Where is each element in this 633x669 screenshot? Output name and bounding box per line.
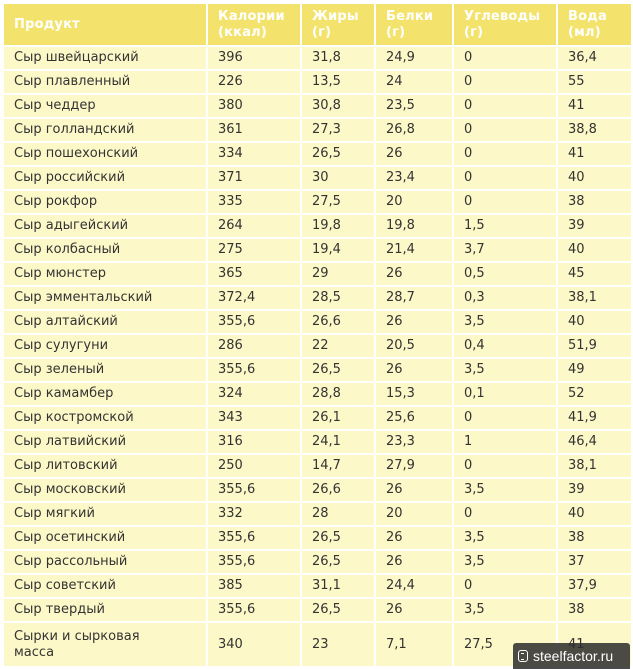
fat-cell: 28,5 [302, 287, 374, 309]
protein-cell: 26 [376, 479, 452, 501]
protein-cell: 26 [376, 143, 452, 165]
table-row [4, 263, 631, 285]
fat-cell: 30,8 [302, 95, 374, 117]
calories-cell: 316 [208, 431, 300, 453]
product-cell: Сыр мягкий [4, 503, 206, 525]
water-cell: 38 [558, 191, 631, 213]
fat-cell: 30 [302, 167, 374, 189]
protein-cell: 24 [376, 71, 452, 93]
calories-cell: 340 [208, 623, 300, 666]
carbs-cell: 1 [454, 431, 556, 453]
water-cell: 40 [558, 503, 631, 525]
table-body [4, 47, 631, 666]
protein-cell: 26 [376, 359, 452, 381]
header-carbs: Углеводы (г) [454, 4, 556, 45]
table-row [4, 383, 631, 405]
carbs-cell: 3,5 [454, 311, 556, 333]
carbs-cell: 0 [454, 191, 556, 213]
watermark-text: steelfactor.ru [533, 648, 614, 664]
calories-cell: 372,4 [208, 287, 300, 309]
carbs-cell: 3,5 [454, 359, 556, 381]
carbs-cell: 3,5 [454, 599, 556, 621]
water-cell: 51,9 [558, 335, 631, 357]
header-water: Вода (мл) [558, 4, 631, 45]
protein-cell: 7,1 [376, 623, 452, 666]
carbs-cell: 0,1 [454, 383, 556, 405]
fat-cell: 28,8 [302, 383, 374, 405]
water-cell: 46,4 [558, 431, 631, 453]
protein-cell: 25,6 [376, 407, 452, 429]
water-cell: 41 [558, 95, 631, 117]
table-row [4, 479, 631, 501]
calories-cell: 371 [208, 167, 300, 189]
product-cell: Сыр твердый [4, 599, 206, 621]
calories-cell: 385 [208, 575, 300, 597]
fat-cell: 31,1 [302, 575, 374, 597]
water-cell: 45 [558, 263, 631, 285]
fat-cell: 31,8 [302, 47, 374, 69]
product-cell: Сыр швейцарский [4, 47, 206, 69]
nutrition-table [2, 2, 633, 668]
fat-cell: 13,5 [302, 71, 374, 93]
table-row [4, 311, 631, 333]
calories-cell: 275 [208, 239, 300, 261]
product-cell: Сырки и сырковая масса [4, 623, 206, 666]
calories-cell: 396 [208, 47, 300, 69]
table-row [4, 239, 631, 261]
carbs-cell: 0 [454, 503, 556, 525]
watermark [513, 643, 630, 669]
fat-cell: 26,5 [302, 599, 374, 621]
water-cell: 49 [558, 359, 631, 381]
product-cell: Сыр осетинский [4, 527, 206, 549]
fat-cell: 19,4 [302, 239, 374, 261]
protein-cell: 26,8 [376, 119, 452, 141]
fat-cell: 29 [302, 263, 374, 285]
water-cell: 38,8 [558, 119, 631, 141]
header-fat: Жиры (г) [302, 4, 374, 45]
water-cell: 40 [558, 311, 631, 333]
product-cell: Сыр зеленый [4, 359, 206, 381]
protein-cell: 28,7 [376, 287, 452, 309]
protein-cell: 20 [376, 191, 452, 213]
carbs-cell: 0 [454, 407, 556, 429]
protein-cell: 24,4 [376, 575, 452, 597]
product-cell: Сыр чеддер [4, 95, 206, 117]
water-cell: 37,9 [558, 575, 631, 597]
water-cell: 41 [558, 143, 631, 165]
table-row [4, 71, 631, 93]
product-cell: Сыр пошехонский [4, 143, 206, 165]
carbs-cell: 0 [454, 455, 556, 477]
product-cell: Сыр литовский [4, 455, 206, 477]
table-row [4, 191, 631, 213]
calories-cell: 335 [208, 191, 300, 213]
water-cell: 38 [558, 527, 631, 549]
calories-cell: 355,6 [208, 599, 300, 621]
header-protein: Белки (г) [376, 4, 452, 45]
header-calories: Калории (ккал) [208, 4, 300, 45]
fat-cell: 26,5 [302, 527, 374, 549]
product-cell: Сыр сулугуни [4, 335, 206, 357]
fat-cell: 14,7 [302, 455, 374, 477]
water-cell: 55 [558, 71, 631, 93]
protein-cell: 23,5 [376, 95, 452, 117]
calories-cell: 250 [208, 455, 300, 477]
fat-cell: 27,3 [302, 119, 374, 141]
calories-cell: 355,6 [208, 359, 300, 381]
table-row [4, 215, 631, 237]
water-cell: 41,9 [558, 407, 631, 429]
protein-cell: 23,3 [376, 431, 452, 453]
calories-cell: 324 [208, 383, 300, 405]
protein-cell: 20 [376, 503, 452, 525]
water-cell: 37 [558, 551, 631, 573]
protein-cell: 21,4 [376, 239, 452, 261]
table-header [4, 4, 631, 45]
fat-cell: 26,5 [302, 359, 374, 381]
table-row [4, 551, 631, 573]
water-cell: 39 [558, 215, 631, 237]
table-row [4, 527, 631, 549]
product-cell: Сыр камамбер [4, 383, 206, 405]
protein-cell: 27,9 [376, 455, 452, 477]
carbs-cell: 3,7 [454, 239, 556, 261]
product-cell: Сыр колбасный [4, 239, 206, 261]
product-cell: Сыр эмментальский [4, 287, 206, 309]
water-cell: 52 [558, 383, 631, 405]
product-cell: Сыр адыгейский [4, 215, 206, 237]
fat-cell: 23 [302, 623, 374, 666]
calories-cell: 286 [208, 335, 300, 357]
protein-cell: 26 [376, 599, 452, 621]
table-row [4, 287, 631, 309]
calories-cell: 343 [208, 407, 300, 429]
fat-cell: 26,6 [302, 311, 374, 333]
table-row [4, 119, 631, 141]
product-cell: Сыр советский [4, 575, 206, 597]
carbs-cell: 3,5 [454, 527, 556, 549]
carbs-cell: 0 [454, 71, 556, 93]
header-row [4, 4, 631, 45]
carbs-cell: 0,3 [454, 287, 556, 309]
table-row [4, 431, 631, 453]
carbs-cell: 0 [454, 575, 556, 597]
table-row [4, 143, 631, 165]
water-cell: 39 [558, 479, 631, 501]
water-cell: 40 [558, 167, 631, 189]
fat-cell: 27,5 [302, 191, 374, 213]
table-row [4, 575, 631, 597]
fat-cell: 28 [302, 503, 374, 525]
fat-cell: 26,5 [302, 143, 374, 165]
water-cell: 38 [558, 599, 631, 621]
protein-cell: 20,5 [376, 335, 452, 357]
table-row [4, 599, 631, 621]
header-product: Продукт [4, 4, 206, 45]
steelfactor-logo-icon [518, 650, 528, 662]
carbs-cell: 3,5 [454, 479, 556, 501]
table-row [4, 503, 631, 525]
product-cell: Сыр российский [4, 167, 206, 189]
protein-cell: 15,3 [376, 383, 452, 405]
product-cell: Сыр голландский [4, 119, 206, 141]
calories-cell: 355,6 [208, 551, 300, 573]
calories-cell: 355,6 [208, 311, 300, 333]
water-cell: 38,1 [558, 455, 631, 477]
calories-cell: 226 [208, 71, 300, 93]
fat-cell: 26,1 [302, 407, 374, 429]
protein-cell: 24,9 [376, 47, 452, 69]
calories-cell: 361 [208, 119, 300, 141]
carbs-cell: 3,5 [454, 551, 556, 573]
protein-cell: 26 [376, 263, 452, 285]
product-cell: Сыр рассольный [4, 551, 206, 573]
protein-cell: 26 [376, 311, 452, 333]
calories-cell: 355,6 [208, 527, 300, 549]
fat-cell: 19,8 [302, 215, 374, 237]
product-cell: Сыр костромской [4, 407, 206, 429]
carbs-cell: 27,5 [454, 623, 556, 666]
fat-cell: 26,5 [302, 551, 374, 573]
carbs-cell: 0 [454, 119, 556, 141]
product-cell: Сыр рокфор [4, 191, 206, 213]
calories-cell: 264 [208, 215, 300, 237]
table-row [4, 335, 631, 357]
calories-cell: 332 [208, 503, 300, 525]
protein-cell: 23,4 [376, 167, 452, 189]
protein-cell: 26 [376, 551, 452, 573]
fat-cell: 26,6 [302, 479, 374, 501]
protein-cell: 19,8 [376, 215, 452, 237]
calories-cell: 334 [208, 143, 300, 165]
carbs-cell: 0,5 [454, 263, 556, 285]
calories-cell: 355,6 [208, 479, 300, 501]
fat-cell: 22 [302, 335, 374, 357]
table-row [4, 359, 631, 381]
product-cell: Сыр алтайский [4, 311, 206, 333]
carbs-cell: 0,4 [454, 335, 556, 357]
table-row [4, 167, 631, 189]
water-cell: 38,1 [558, 287, 631, 309]
product-cell: Сыр московский [4, 479, 206, 501]
water-cell: 40 [558, 239, 631, 261]
calories-cell: 365 [208, 263, 300, 285]
carbs-cell: 1,5 [454, 215, 556, 237]
table-row [4, 455, 631, 477]
product-cell: Сыр латвийский [4, 431, 206, 453]
fat-cell: 24,1 [302, 431, 374, 453]
product-cell: Сыр плавленный [4, 71, 206, 93]
table-row [4, 47, 631, 69]
carbs-cell: 0 [454, 95, 556, 117]
carbs-cell: 0 [454, 143, 556, 165]
calories-cell: 380 [208, 95, 300, 117]
table-row [4, 95, 631, 117]
carbs-cell: 0 [454, 167, 556, 189]
carbs-cell: 0 [454, 47, 556, 69]
water-cell: 36,4 [558, 47, 631, 69]
product-cell: Сыр мюнстер [4, 263, 206, 285]
table-row [4, 407, 631, 429]
protein-cell: 26 [376, 527, 452, 549]
